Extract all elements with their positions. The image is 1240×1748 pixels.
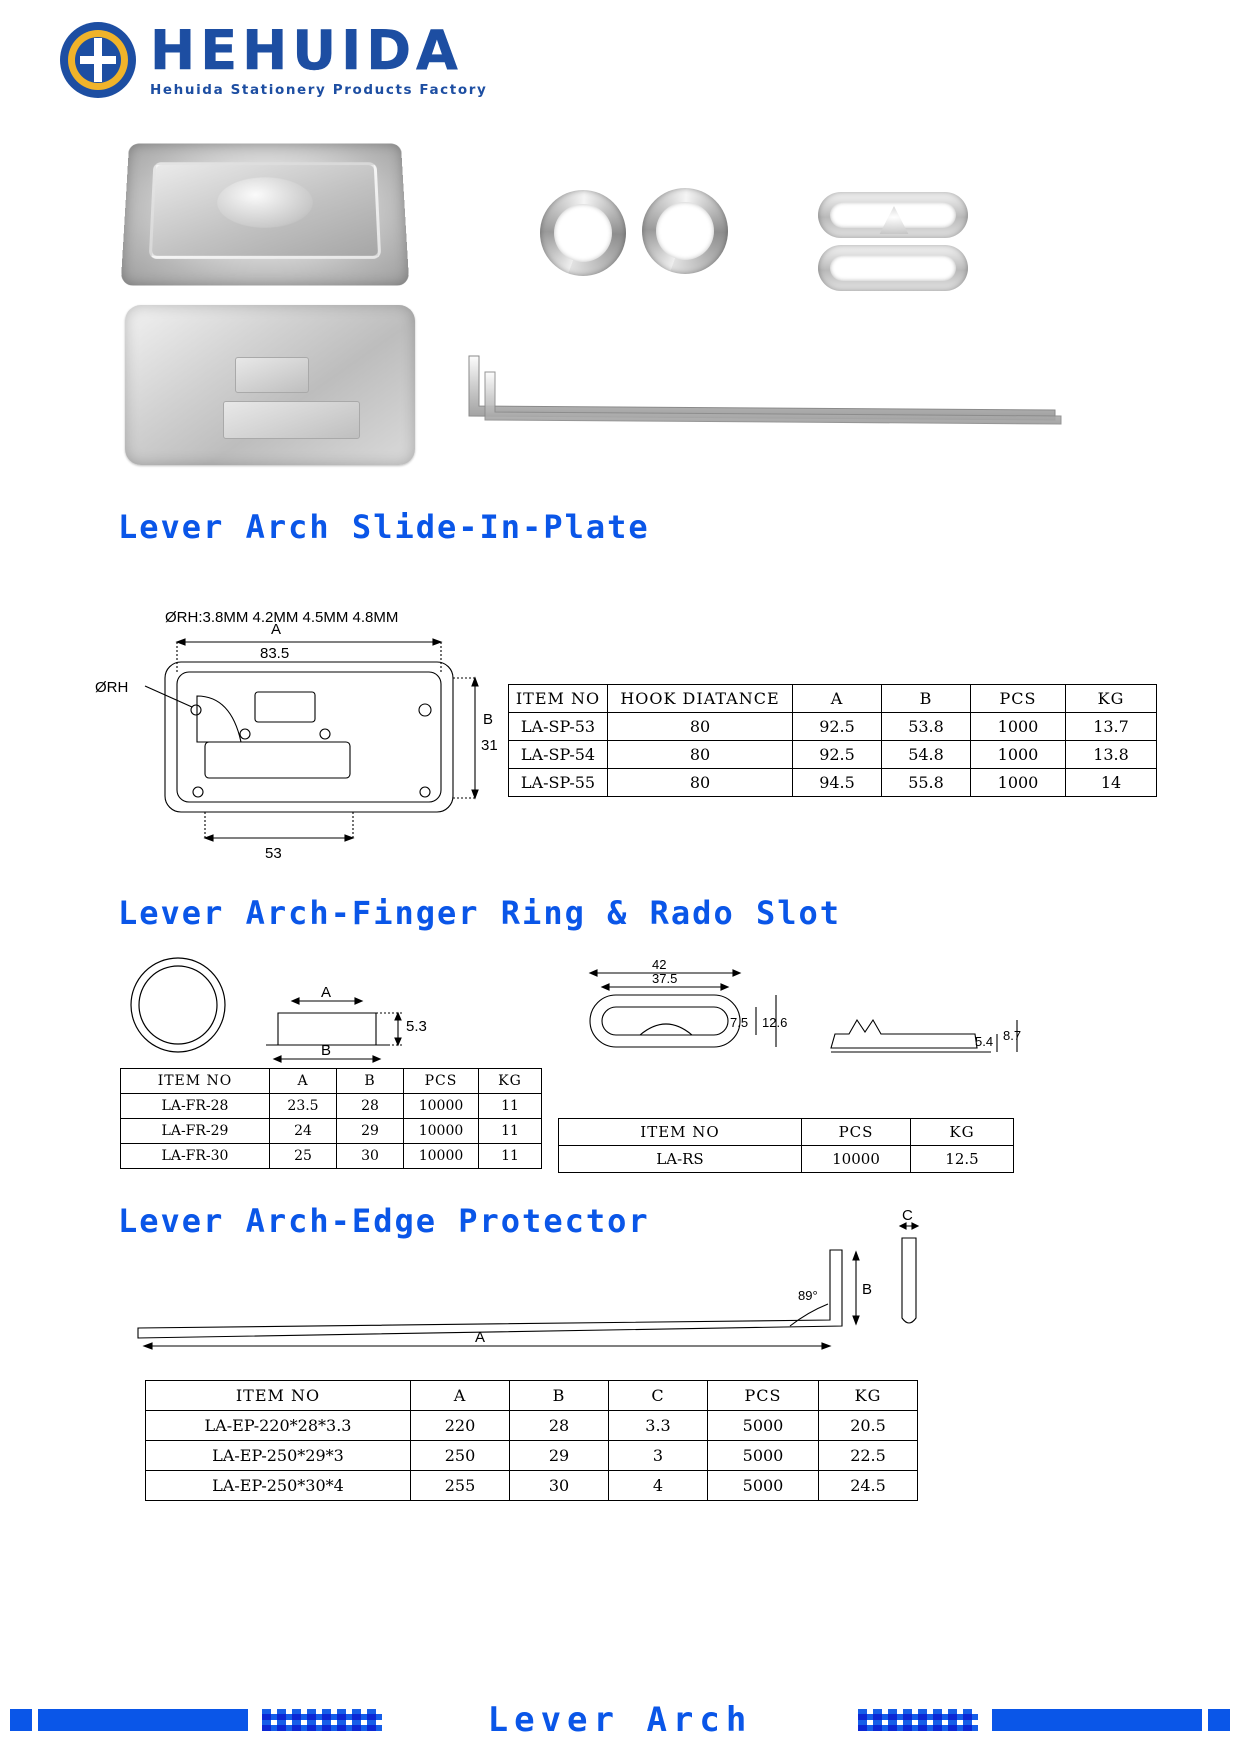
footer-left-square [10, 1709, 32, 1731]
brand-text [150, 19, 488, 98]
table-row [146, 1441, 918, 1471]
col-pcs: PCS [404, 1069, 479, 1094]
rs-dim-h1: 7.5 [730, 1015, 749, 1030]
cell-pcs: 1000 [971, 713, 1066, 741]
rs-dim-h2: 12.6 [762, 1015, 788, 1030]
cell-c: 3.3 [609, 1411, 708, 1441]
page-header [60, 19, 488, 98]
fr-dim-b-label: B [321, 1042, 332, 1059]
drawing-rado-slot-top [570, 955, 830, 1070]
cell-item-no: LA-FR-30 [121, 1144, 270, 1169]
cell-b: 29 [337, 1119, 404, 1144]
photo-finger-ring-2 [642, 188, 728, 274]
col-a: A [270, 1069, 337, 1094]
cell-item-no: LA-FR-28 [121, 1094, 270, 1119]
company-name: HEHUIDA [150, 19, 463, 82]
cell-b: 55.8 [882, 769, 971, 797]
cell-kg: 11 [479, 1144, 542, 1169]
col-kg: KG [819, 1381, 918, 1411]
cell-hook-distance: 80 [608, 769, 793, 797]
cell-b: 28 [510, 1411, 609, 1441]
rs-dim-h4: 8.7 [1003, 1028, 1022, 1043]
col-pcs: PCS [708, 1381, 819, 1411]
table-edge-protector [145, 1380, 918, 1501]
cell-pcs: 10000 [404, 1144, 479, 1169]
table-header-row [559, 1119, 1014, 1146]
footer-title: Lever Arch [487, 1700, 753, 1740]
photo-slide-in-plate-front [121, 144, 410, 286]
cell-kg: 13.7 [1066, 713, 1157, 741]
col-a: A [411, 1381, 510, 1411]
cell-a: 23.5 [270, 1094, 337, 1119]
cell-pcs: 5000 [708, 1411, 819, 1441]
table-finger-ring [120, 1068, 542, 1169]
cell-item-no: LA-EP-250*29*3 [146, 1441, 411, 1471]
cell-c: 3 [609, 1441, 708, 1471]
rs-dim-h3: 5.4 [975, 1034, 994, 1049]
ep-dim-b-label: B [862, 1281, 873, 1298]
drawing-dim-bottom: 53 [265, 845, 282, 862]
col-item-no: ITEM NO [509, 685, 608, 713]
cell-pcs: 5000 [708, 1441, 819, 1471]
table-row [121, 1119, 542, 1144]
col-item-no: ITEM NO [146, 1381, 411, 1411]
photo-slide-in-plate-back [125, 305, 415, 465]
col-pcs: PCS [802, 1119, 911, 1146]
cell-pcs: 10000 [404, 1094, 479, 1119]
col-item-no: ITEM NO [121, 1069, 270, 1094]
footer-right-pattern-icon [858, 1709, 978, 1731]
drawing-dim-a-value: 83.5 [260, 645, 290, 662]
table-slide-in-plate [508, 684, 1157, 797]
cell-hook-distance: 80 [608, 713, 793, 741]
cell-kg: 24.5 [819, 1471, 918, 1501]
cell-kg: 13.8 [1066, 741, 1157, 769]
cell-kg: 14 [1066, 769, 1157, 797]
fr-dim-a-label: A [321, 984, 332, 1001]
cell-a: 92.5 [793, 741, 882, 769]
drawing-slide-in-plate [95, 600, 515, 870]
cell-item-no: LA-EP-220*28*3.3 [146, 1411, 411, 1441]
cell-kg: 11 [479, 1094, 542, 1119]
table-row [146, 1411, 918, 1441]
page-footer [0, 1692, 1240, 1748]
drawing-dim-a-label: A [271, 621, 282, 638]
col-kg: KG [911, 1119, 1014, 1146]
cell-item-no: LA-SP-55 [509, 769, 608, 797]
table-row [121, 1094, 542, 1119]
photo-rado-slot-2 [818, 245, 968, 291]
cell-a: 250 [411, 1441, 510, 1471]
drawing-rado-slot-side [825, 1000, 1035, 1070]
drawing-edge-protector-side [880, 1208, 960, 1348]
col-hook-distance: HOOK DIATANCE [608, 685, 793, 713]
col-pcs: PCS [971, 685, 1066, 713]
company-subtitle: Hehuida Stationery Products Factory [150, 82, 488, 98]
cell-c: 4 [609, 1471, 708, 1501]
col-a: A [793, 685, 882, 713]
table-row [509, 741, 1157, 769]
cell-a: 255 [411, 1471, 510, 1501]
table-row [121, 1144, 542, 1169]
cell-kg: 11 [479, 1119, 542, 1144]
cell-item-no: LA-SP-53 [509, 713, 608, 741]
drawing-finger-ring-section [258, 975, 448, 1070]
cell-pcs: 1000 [971, 741, 1066, 769]
section-title-finger-ring: Lever Arch-Finger Ring & Rado Slot [118, 894, 842, 932]
cell-b: 28 [337, 1094, 404, 1119]
cell-item-no: LA-FR-29 [121, 1119, 270, 1144]
footer-left-pattern-icon [262, 1709, 382, 1731]
fr-dim-height: 5.3 [406, 1018, 427, 1035]
footer-left-bar [38, 1709, 248, 1731]
drawing-orh-label: ØRH [95, 679, 129, 696]
col-b: B [882, 685, 971, 713]
section-title-slide-in-plate: Lever Arch Slide-In-Plate [118, 508, 650, 546]
ep-dim-c-label: C [902, 1208, 913, 1224]
rs-dim-outer: 42 [652, 957, 667, 972]
section-title-edge-protector: Lever Arch-Edge Protector [118, 1202, 650, 1240]
col-kg: KG [479, 1069, 542, 1094]
footer-right-bar [992, 1709, 1202, 1731]
drawing-dim-b-value: 31 [481, 737, 498, 754]
photo-finger-ring-1 [540, 190, 626, 276]
hehuida-logo-icon [60, 22, 136, 98]
cell-kg: 20.5 [819, 1411, 918, 1441]
table-row [509, 769, 1157, 797]
drawing-dim-b-label: B [483, 711, 494, 728]
cell-item-no: LA-EP-250*30*4 [146, 1471, 411, 1501]
col-b: B [510, 1381, 609, 1411]
footer-right-square [1208, 1709, 1230, 1731]
col-c: C [609, 1381, 708, 1411]
ep-dim-a-label: A [475, 1329, 486, 1346]
cell-pcs: 5000 [708, 1471, 819, 1501]
photo-edge-protector [455, 350, 1075, 440]
cell-a: 220 [411, 1411, 510, 1441]
cell-a: 94.5 [793, 769, 882, 797]
cell-a: 24 [270, 1119, 337, 1144]
drawing-edge-protector [130, 1222, 930, 1362]
col-b: B [337, 1069, 404, 1094]
table-row [146, 1471, 918, 1501]
cell-b: 54.8 [882, 741, 971, 769]
cell-item-no: LA-SP-54 [509, 741, 608, 769]
cell-kg: 12.5 [911, 1146, 1014, 1173]
rs-dim-inner: 37.5 [652, 971, 678, 986]
drawing-hole-note: ØRH:3.8MM 4.2MM 4.5MM 4.8MM [165, 609, 399, 626]
table-row [509, 713, 1157, 741]
cell-pcs: 10000 [802, 1146, 911, 1173]
drawing-finger-ring-front [118, 955, 248, 1065]
table-header-row [121, 1069, 542, 1094]
col-item-no: ITEM NO [559, 1119, 802, 1146]
table-rado-slot [558, 1118, 1014, 1173]
cell-b: 30 [337, 1144, 404, 1169]
cell-a: 92.5 [793, 713, 882, 741]
cell-hook-distance: 80 [608, 741, 793, 769]
cell-a: 25 [270, 1144, 337, 1169]
cell-b: 30 [510, 1471, 609, 1501]
cell-b: 53.8 [882, 713, 971, 741]
ep-angle: 89° [798, 1288, 818, 1303]
table-header-row [146, 1381, 918, 1411]
table-header-row [509, 685, 1157, 713]
cell-b: 29 [510, 1441, 609, 1471]
cell-pcs: 10000 [404, 1119, 479, 1144]
cell-item-no: LA-RS [559, 1146, 802, 1173]
cell-pcs: 1000 [971, 769, 1066, 797]
cell-kg: 22.5 [819, 1441, 918, 1471]
col-kg: KG [1066, 685, 1157, 713]
table-row [559, 1146, 1014, 1173]
